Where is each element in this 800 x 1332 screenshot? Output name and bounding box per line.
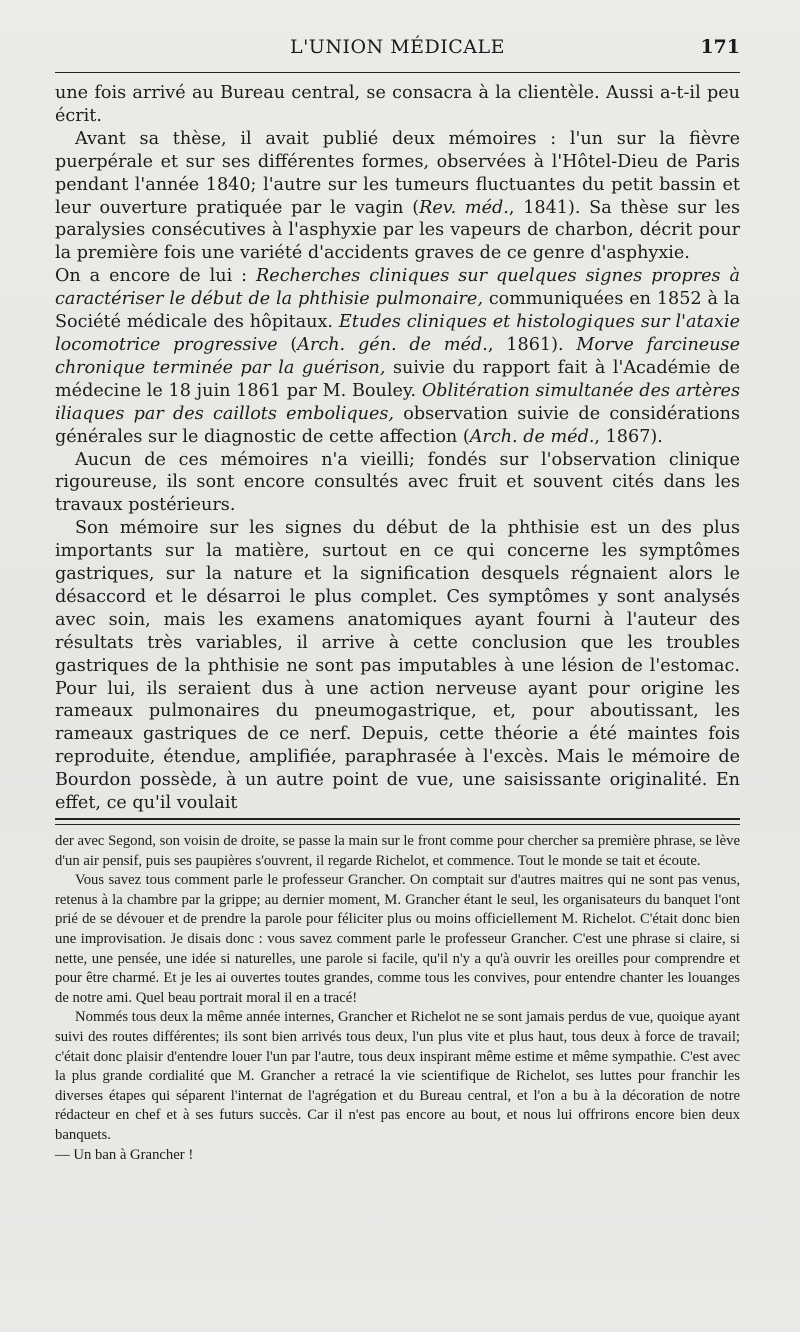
paragraph	[55, 449, 740, 518]
paragraph	[55, 128, 740, 265]
note-paragraph: der avec Segond, son voisin de droite, se passe la main sur le front comme pour chercher sa première phrase, se lève d'un air pensif, puis ses paupières s'ouvrent, il regarde Richelot, et commence. Tout le monde se tait et écoute.	[55, 833, 740, 869]
paragraph-text: , 1861).	[487, 334, 577, 355]
paragraph-text: Avant sa thèse, il avait publié deux mémoires : l'un sur la fièvre puerpérale et sur ses différentes formes, observées à l'Hôtel-Dieu de Paris pendant l'année 1840; l'autre sur les tumeurs fluctuantes du petit bassin et leur ouverture pratiquée par le vagin (	[55, 128, 740, 218]
footnote-rule	[55, 818, 740, 825]
paragraph	[55, 265, 740, 448]
paragraph	[55, 517, 740, 815]
note-paragraph: — Un ban à Grancher !	[55, 1146, 194, 1163]
running-title: L'UNION MÉDICALE	[289, 36, 506, 58]
page-number: 171	[700, 36, 740, 58]
paragraph-text: suivie du rapport fait à l'Académie de médecine le 18 juin 1861 par M. Bouley.	[55, 357, 740, 401]
journal-reference: Arch. de méd.	[469, 426, 595, 447]
feuilleton-text	[55, 832, 740, 1165]
paragraph-text: (	[277, 334, 298, 355]
paragraph-text: On a encore de lui :	[55, 266, 257, 287]
paragraph-text: , 1841). Sa thèse sur les paralysies consécutives à l'asphyxie par les vapeurs de charbon, décrit pour la première fois une variété d'accidents graves de ce genre d'asphyxie.	[55, 197, 740, 264]
paragraph	[55, 82, 740, 128]
header-rule	[55, 72, 740, 73]
main-text	[55, 82, 740, 815]
paragraph-text: communiquées en 1852 à la Société médicale des hôpitaux.	[55, 289, 740, 333]
paragraph-text: Son mémoire sur les signes du début de la phthisie est un des plus importants sur la matière, surtout en ce qui concerne les symptômes gastriques, sur la nature et la signification desquels régnaient alors le désaccord et le désarroi le plus complet. Ces symptômes y sont analysés avec soin, mais les examens anatomiques ayant fourni à l'auteur des résultats très variables, il arrive à cette conclusion que les troubles gastriques de la phthisie ne sont pas imputables à une lésion de l'estomac. Pour lui, ils seraient dus à une action nerveuse ayant pour origine les rameaux pulmonaires du pneumogastrique, et, pour aboutissant, les rameaux gastriques de ce nerf. Depuis, cette théorie a été maintes fois reproduite, étendue, amplifiée, paraphrasée à l'excès. Mais le mémoire de Bourdon possède, à un autre point de vue, une saisissante originalité. En effet, ce qu'il voulait	[55, 518, 740, 814]
work-title: Recherches cliniques sur quelques signes propres à caractériser le début de la phthisie pulmonaire,	[55, 266, 740, 310]
journal-reference: Arch. gén. de méd.	[297, 334, 488, 355]
paragraph-text: , 1867).	[594, 426, 663, 447]
paragraph-text: observation suivie de considérations générales sur le diagnostic de cette affection (	[55, 403, 740, 447]
work-title: Etudes cliniques et histologiques sur l'ataxie locomotrice progressive	[55, 312, 740, 355]
journal-reference: Rev. méd.	[419, 197, 509, 218]
page-header	[55, 36, 740, 66]
paragraph-text: Aucun de ces mémoires n'a vieilli; fondés sur l'observation clinique rigoureuse, ils sont encore consultés avec fruit et souvent cités dans les travaux postérieurs.	[55, 449, 740, 516]
work-title: Morve farcineuse chronique terminée par la guérison,	[55, 334, 740, 378]
note-paragraph: Vous savez tous comment parle le professeur Grancher. On comptait sur d'autres maitres qui ne sont pas venus, retenus à la chambre par la grippe; au dernier moment, M. Grancher étant le seul, les organisateurs du banquet l'ont prié de se dévouer et de prendre la parole pour féliciter plus ou moins officiellement M. Richelot. C'était donc bien une improvisation. Je disais donc : vous savez comment parle le professeur Grancher. C'est une phrase si claire, si nette, une pensée, une idée si naturelles, une parole si facile, qu'il n'y a qu'à ouvrir les oreilles pour comprendre et pour être charmé. Et je les ai ouvertes toutes grandes, comme tous les convives, pour entendre chanter les louanges de notre ami. Quel beau portrait moral il en a tracé!	[55, 872, 740, 1006]
paragraph-text: une fois arrivé au Bureau central, se consacra à la clientèle. Aussi a-t-il peu écrit.	[55, 83, 740, 126]
note-paragraph: Nommés tous deux la même année internes, Grancher et Richelot ne se sont jamais perdus de vue, quoique ayant suivi des routes différentes; ils sont bien arrivés tous deux, l'un plus vite et plus haut, tous deux à force de travail; c'était donc plaisir d'entendre louer l'un par l'autre, tous deux inspirant même estime et même sympathie. C'est avec la plus grande cordialité que M. Grancher a retracé la vie scientifique de Richelot, ses luttes pour franchir les diverses étapes qui séparent l'internat de l'agrégation et du Bureau central, et l'on a bu à la décoration de notre rédacteur en chef et à ses futurs succès. Car il n'est pas encore au bout, et nous lui offrirons encore bien deux banquets.	[55, 1009, 740, 1143]
work-title: Oblitération simultanée des artères iliaques par des caillots emboliques,	[55, 380, 740, 424]
